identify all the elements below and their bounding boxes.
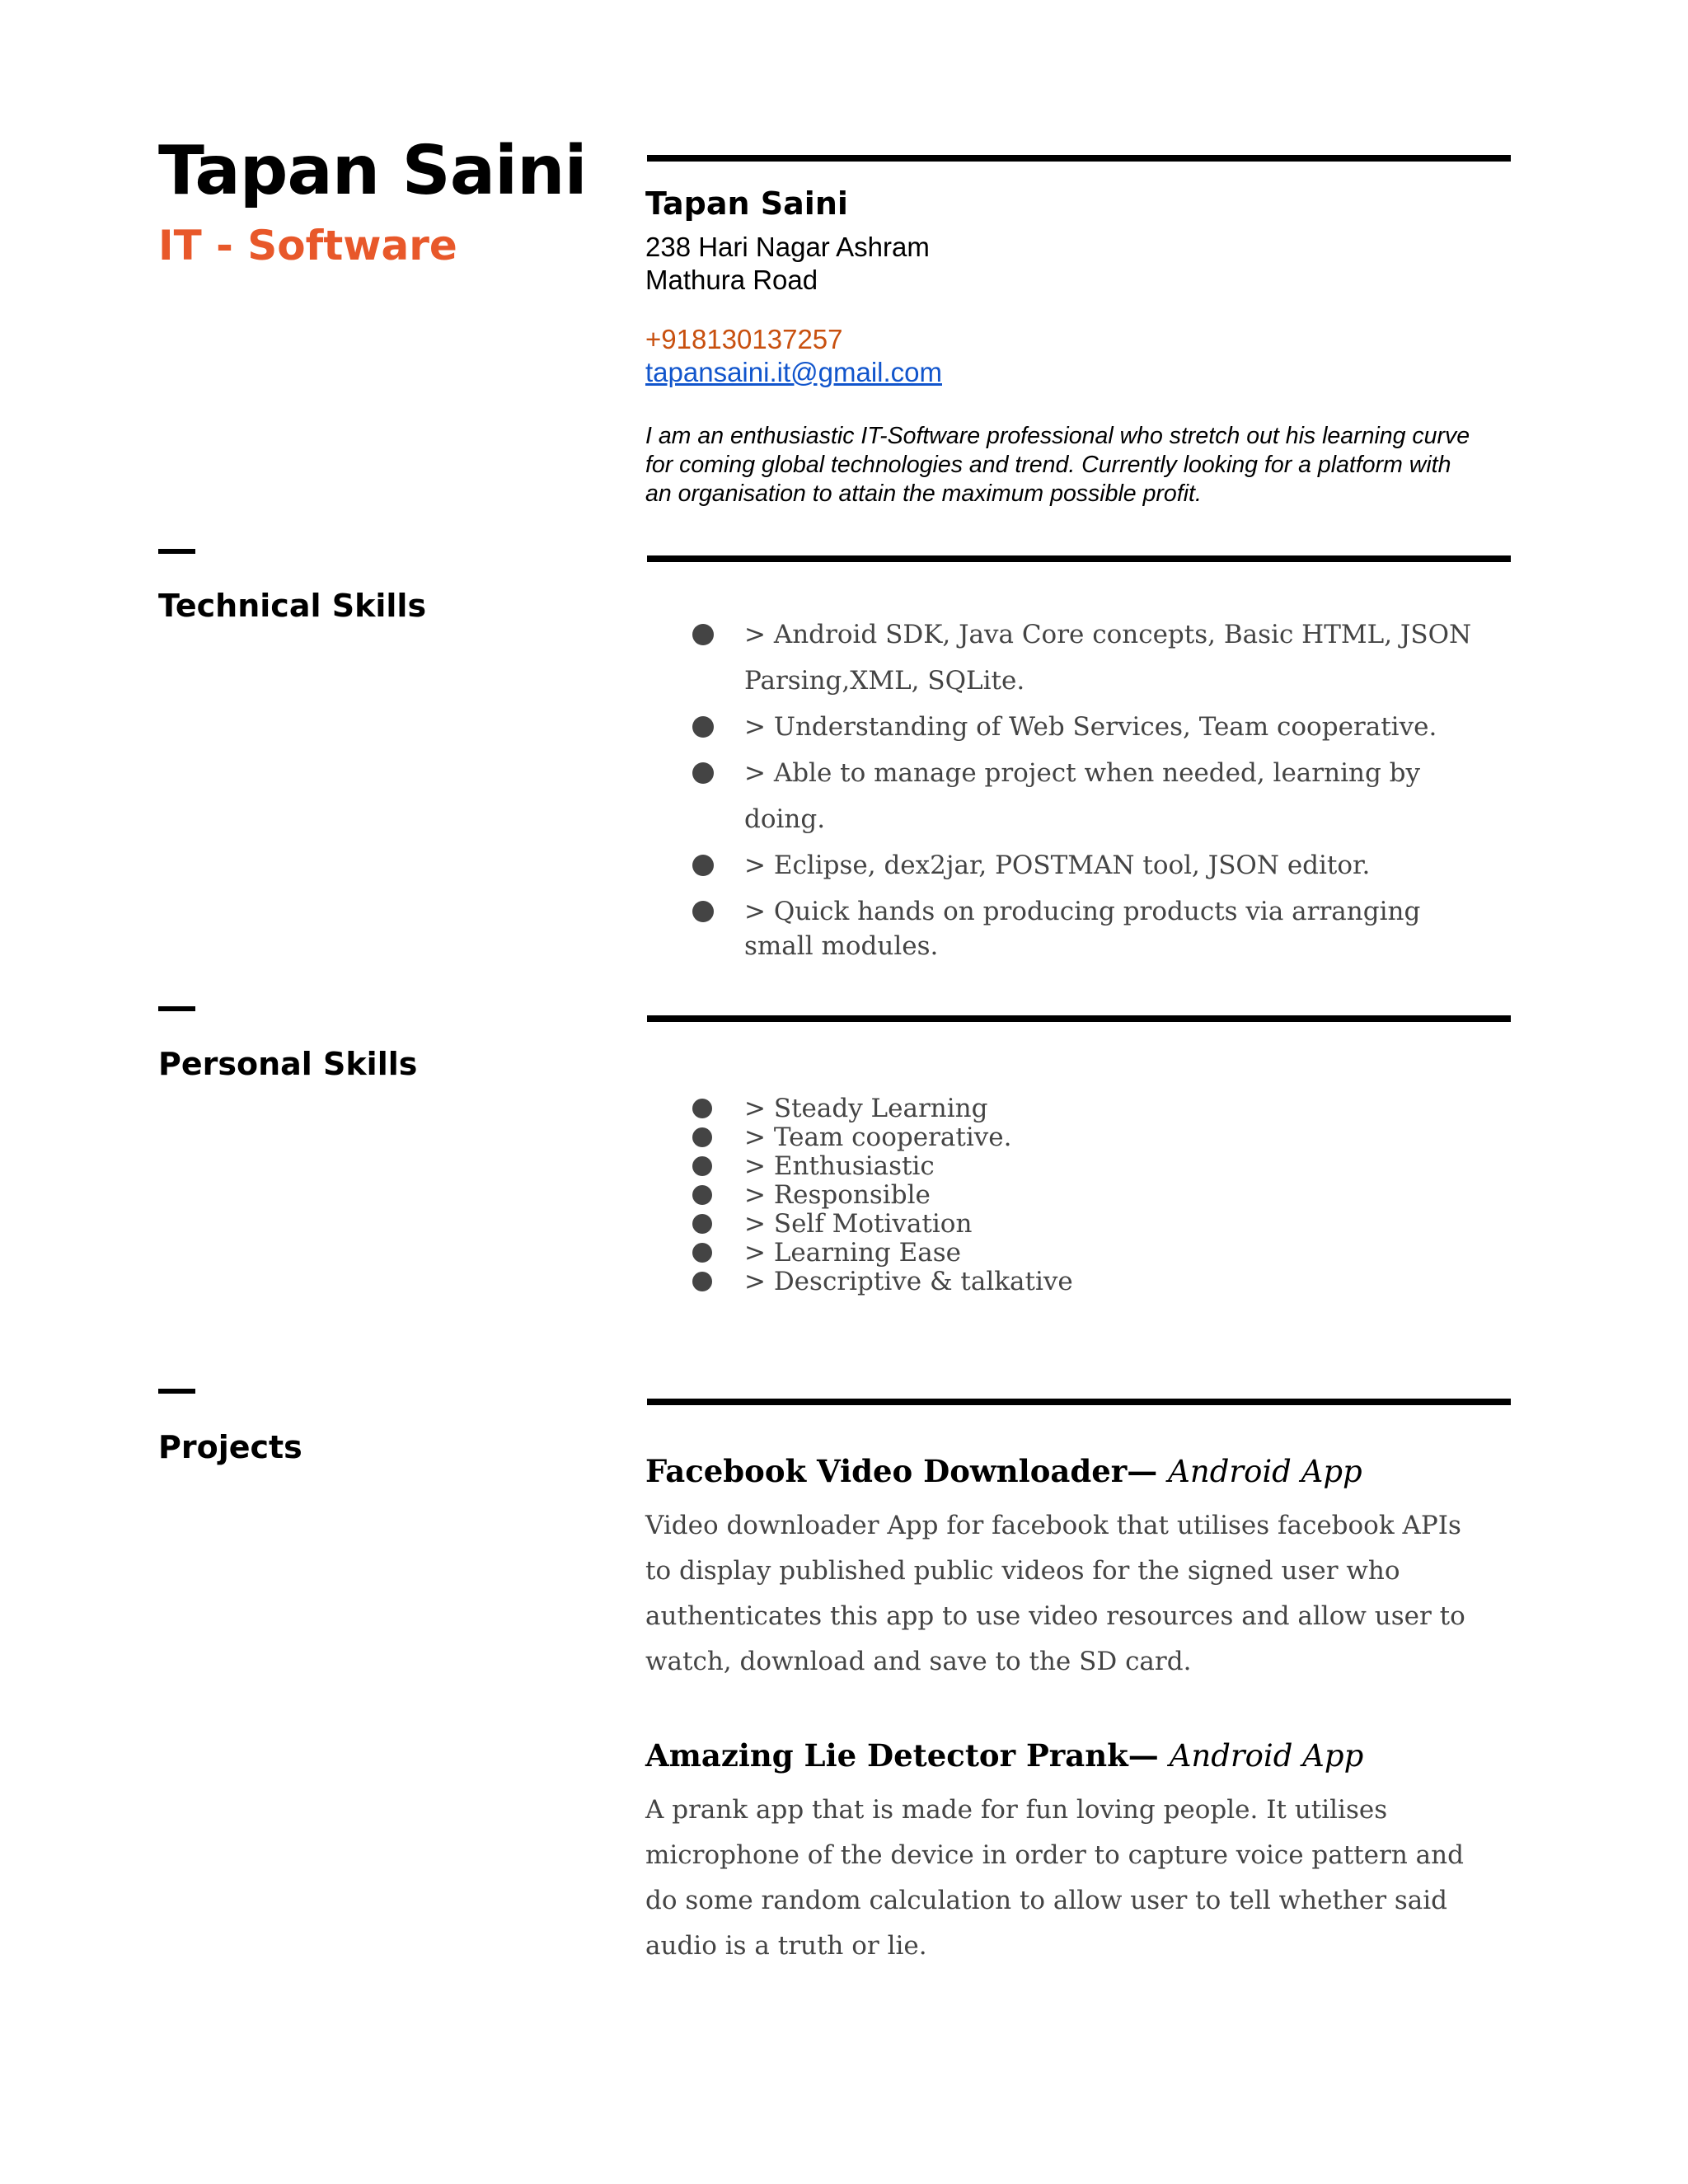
address-line-1: 238 Hari Nagar Ashram [645,232,930,262]
section-dash-personal [158,1006,195,1011]
list-item: > Learning Ease [692,1239,1484,1268]
list-item: > Team cooperative. [692,1123,1484,1152]
list-item: > Able to manage project when needed, learning by doing. [692,750,1484,842]
list-item: > Eclipse, dex2jar, POSTMAN tool, JSON editor. [692,842,1484,888]
resume-name-heading: Tapan Saini [158,132,587,210]
bullet-icon [692,1127,712,1147]
project-description-1: Video downloader App for facebook that utilises facebook APIs to display published public videos for the signed user who authenticates this app to use video resources and allow user to watch, download and save to the SD card. [645,1511,1465,1676]
project-kind: Android App [1169,1738,1364,1774]
project-name: Facebook Video Downloader— [645,1453,1169,1489]
bullet-icon [692,1185,712,1205]
bullet-icon [692,1156,712,1176]
list-item: > Self Motivation [692,1210,1484,1239]
bullet-icon [692,762,714,784]
rule-personal [647,1015,1511,1022]
project-description-2: A prank app that is made for fun loving people. It utilises microphone of the device in order to capture voice pattern and do some random calculation to allow user to tell whether said audio is a truth or lie. [645,1795,1464,1961]
list-item: > Steady Learning [692,1094,1484,1123]
rule-contact [647,155,1511,162]
project-title-1 [645,1452,1362,1491]
list-item: > Quick hands on producing products via arranging small modules. [692,894,1484,963]
project-kind: Android App [1168,1454,1362,1489]
personal-skills-list [692,1094,1484,1296]
bullet-icon [692,855,714,876]
bullet-icon [692,901,714,922]
bullet-icon [692,716,714,738]
list-item: > Enthusiastic [692,1152,1484,1181]
rule-projects [647,1399,1511,1405]
profile-summary: I am an enthusiastic IT-Software professional who stretch out his learning curve for coming global technologies and trend. Currently looking for a platform with an organisation to attain the maximum possible profit. [645,423,1470,507]
resume-role-heading: IT - Software [158,222,457,269]
list-item: > Android SDK, Java Core concepts, Basic HTML, JSON Parsing,XML, SQLite. [692,612,1484,704]
project-name: Amazing Lie Detector Prank— [645,1737,1170,1774]
bullet-icon [692,1243,712,1263]
bullet-icon [692,1099,712,1118]
section-dash-projects [158,1389,195,1394]
technical-skills-list [692,612,1484,963]
email-link[interactable]: tapansaini.it@gmail.com [645,357,942,387]
bullet-icon [692,1272,712,1291]
list-item: > Descriptive & talkative [692,1268,1484,1296]
section-title-projects: Projects [158,1429,302,1465]
rule-technical [647,555,1511,562]
list-item: > Responsible [692,1181,1484,1210]
address-line-2: Mathura Road [645,265,818,295]
phone-number: +918130137257 [645,324,843,354]
list-item: > Understanding of Web Services, Team cooperative. [692,704,1484,750]
project-title-2 [645,1736,1363,1775]
section-dash-technical [158,549,195,554]
contact-name: Tapan Saini [645,185,848,222]
section-title-technical: Technical Skills [158,588,427,624]
bullet-icon [692,624,714,645]
section-title-personal: Personal Skills [158,1046,418,1082]
bullet-icon [692,1214,712,1234]
